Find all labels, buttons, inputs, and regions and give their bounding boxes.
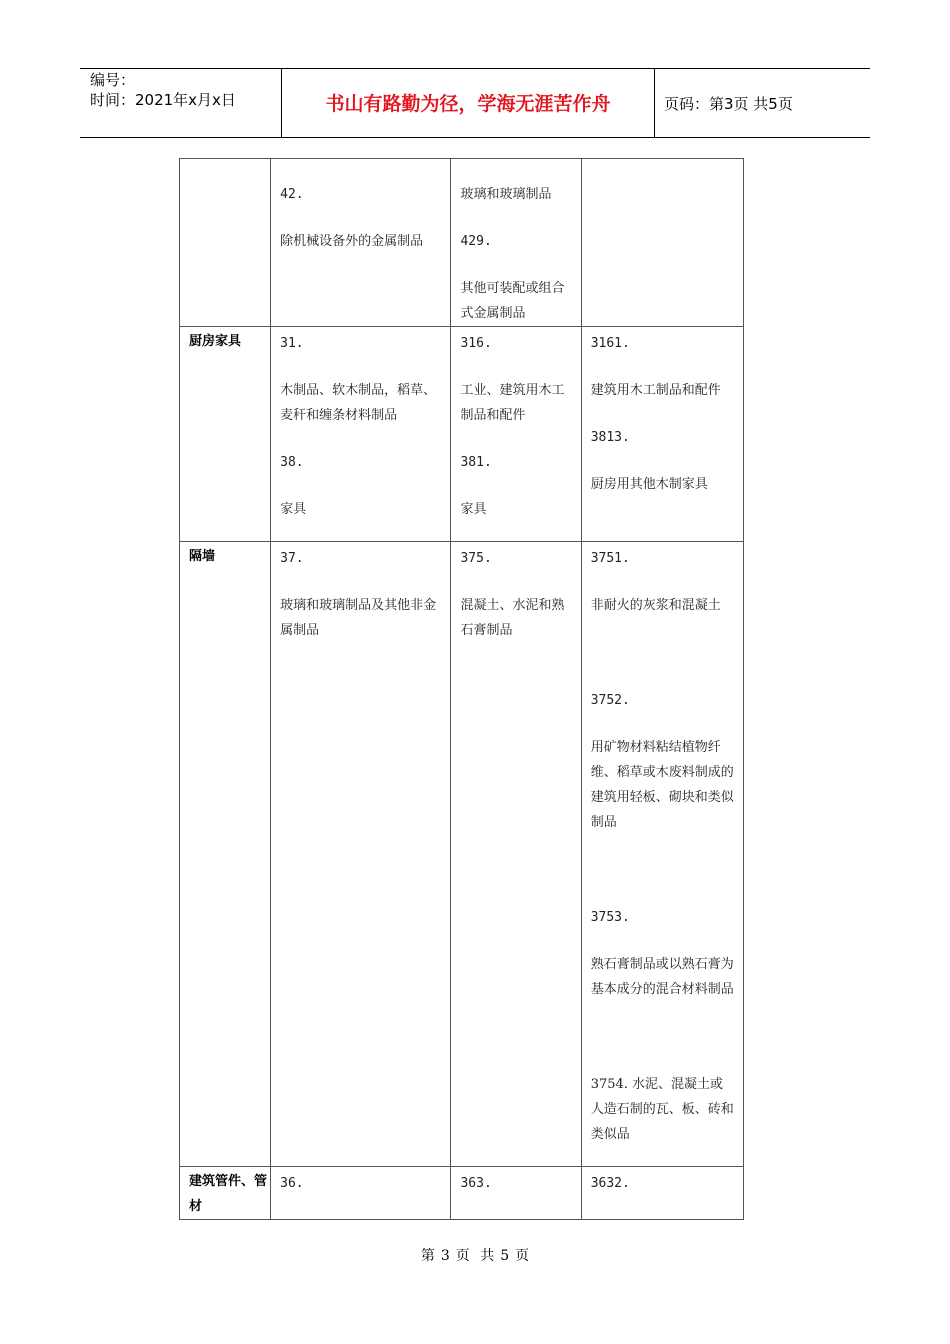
code-text: 3632. xyxy=(590,1176,630,1191)
footer-text: 共 xyxy=(480,1248,495,1264)
footer-text: 页 xyxy=(455,1248,470,1264)
description-text: 家具 xyxy=(460,502,487,517)
footer-total-pages: 5 xyxy=(500,1248,510,1264)
code-text: 37. xyxy=(280,551,304,566)
header-meta-cell xyxy=(80,69,282,137)
footer-text: 页 xyxy=(515,1248,530,1264)
code-text: 316. xyxy=(460,336,492,351)
description-text: 木制品、软木制品，稻草、麦秆和缠条材料制品 xyxy=(280,383,437,423)
code-text: 3161. xyxy=(590,336,630,351)
description-text: 其他可装配或组合式金属制品 xyxy=(460,281,565,321)
code-text: 3751. xyxy=(590,551,630,566)
code-text: 429. xyxy=(460,234,492,249)
page-footer xyxy=(0,1247,950,1265)
table-cell xyxy=(581,542,743,1167)
table-row xyxy=(180,542,744,1167)
table-cell xyxy=(581,1167,743,1220)
footer-text: 第 xyxy=(420,1248,435,1264)
category-cell xyxy=(180,159,271,327)
code-text: 42. xyxy=(280,187,304,202)
table-cell xyxy=(451,327,581,542)
footer-current-page: 3 xyxy=(440,1248,450,1264)
table-cell xyxy=(451,159,581,327)
description-text: 家具 xyxy=(280,502,307,517)
document-time-label: 时间：2021年x月x日 xyxy=(90,91,236,109)
code-text: 38. xyxy=(280,455,304,470)
table-cell xyxy=(451,1167,581,1220)
code-text: 31. xyxy=(280,336,304,351)
description-text: 建筑用木工制品和配件 xyxy=(590,383,721,398)
code-text: 363. xyxy=(460,1176,492,1191)
header-page-info: 页码：第3页 共5页 xyxy=(664,95,793,113)
code-text: 3752. xyxy=(590,693,630,708)
table-cell xyxy=(271,542,451,1167)
table-cell xyxy=(271,1167,451,1220)
table-cell xyxy=(581,159,743,327)
description-text: 熟石膏制品或以熟石膏为基本成分的混合材料制品 xyxy=(590,957,734,997)
description-text: 玻璃和玻璃制品及其他非金属制品 xyxy=(280,598,437,638)
category-cell: 建筑管件、管材 xyxy=(180,1167,271,1220)
category-cell: 隔墙 xyxy=(180,542,271,1167)
document-number-label: 编号： xyxy=(90,71,136,89)
table-row xyxy=(180,1167,744,1220)
header-motto: 书山有路勤为径，学海无涯苦作舟 xyxy=(325,93,611,115)
description-text: 非耐火的灰浆和混凝土 xyxy=(590,598,721,613)
classification-table xyxy=(179,158,744,1220)
code-text: 3813. xyxy=(590,430,630,445)
category-cell: 厨房家具 xyxy=(180,327,271,542)
table-cell xyxy=(451,542,581,1167)
description-text: 除机械设备外的金属制品 xyxy=(280,234,424,249)
table-cell xyxy=(271,159,451,327)
description-text: 玻璃和玻璃制品 xyxy=(460,187,552,202)
code-text: 381. xyxy=(460,455,492,470)
table-cell xyxy=(271,327,451,542)
description-text: 混凝土、水泥和熟石膏制品 xyxy=(460,598,565,638)
header-motto-cell xyxy=(282,69,655,137)
description-text: 厨房用其他木制家具 xyxy=(590,477,708,492)
table-row xyxy=(180,327,744,542)
page-header xyxy=(80,68,870,138)
code-text: 3753. xyxy=(590,910,630,925)
table-cell xyxy=(581,327,743,542)
description-text: 3754. 水泥、混凝土或人造石制的瓦、板、砖和类似品 xyxy=(590,1077,734,1142)
description-text: 工业、建筑用木工制品和配件 xyxy=(460,383,565,423)
code-text: 36. xyxy=(280,1176,304,1191)
header-page-cell xyxy=(655,69,870,137)
code-text: 375. xyxy=(460,551,492,566)
description-text: 用矿物材料粘结植物纤维、稻草或木废料制成的建筑用轻板、砌块和类似制品 xyxy=(590,740,734,830)
table-row xyxy=(180,159,744,327)
